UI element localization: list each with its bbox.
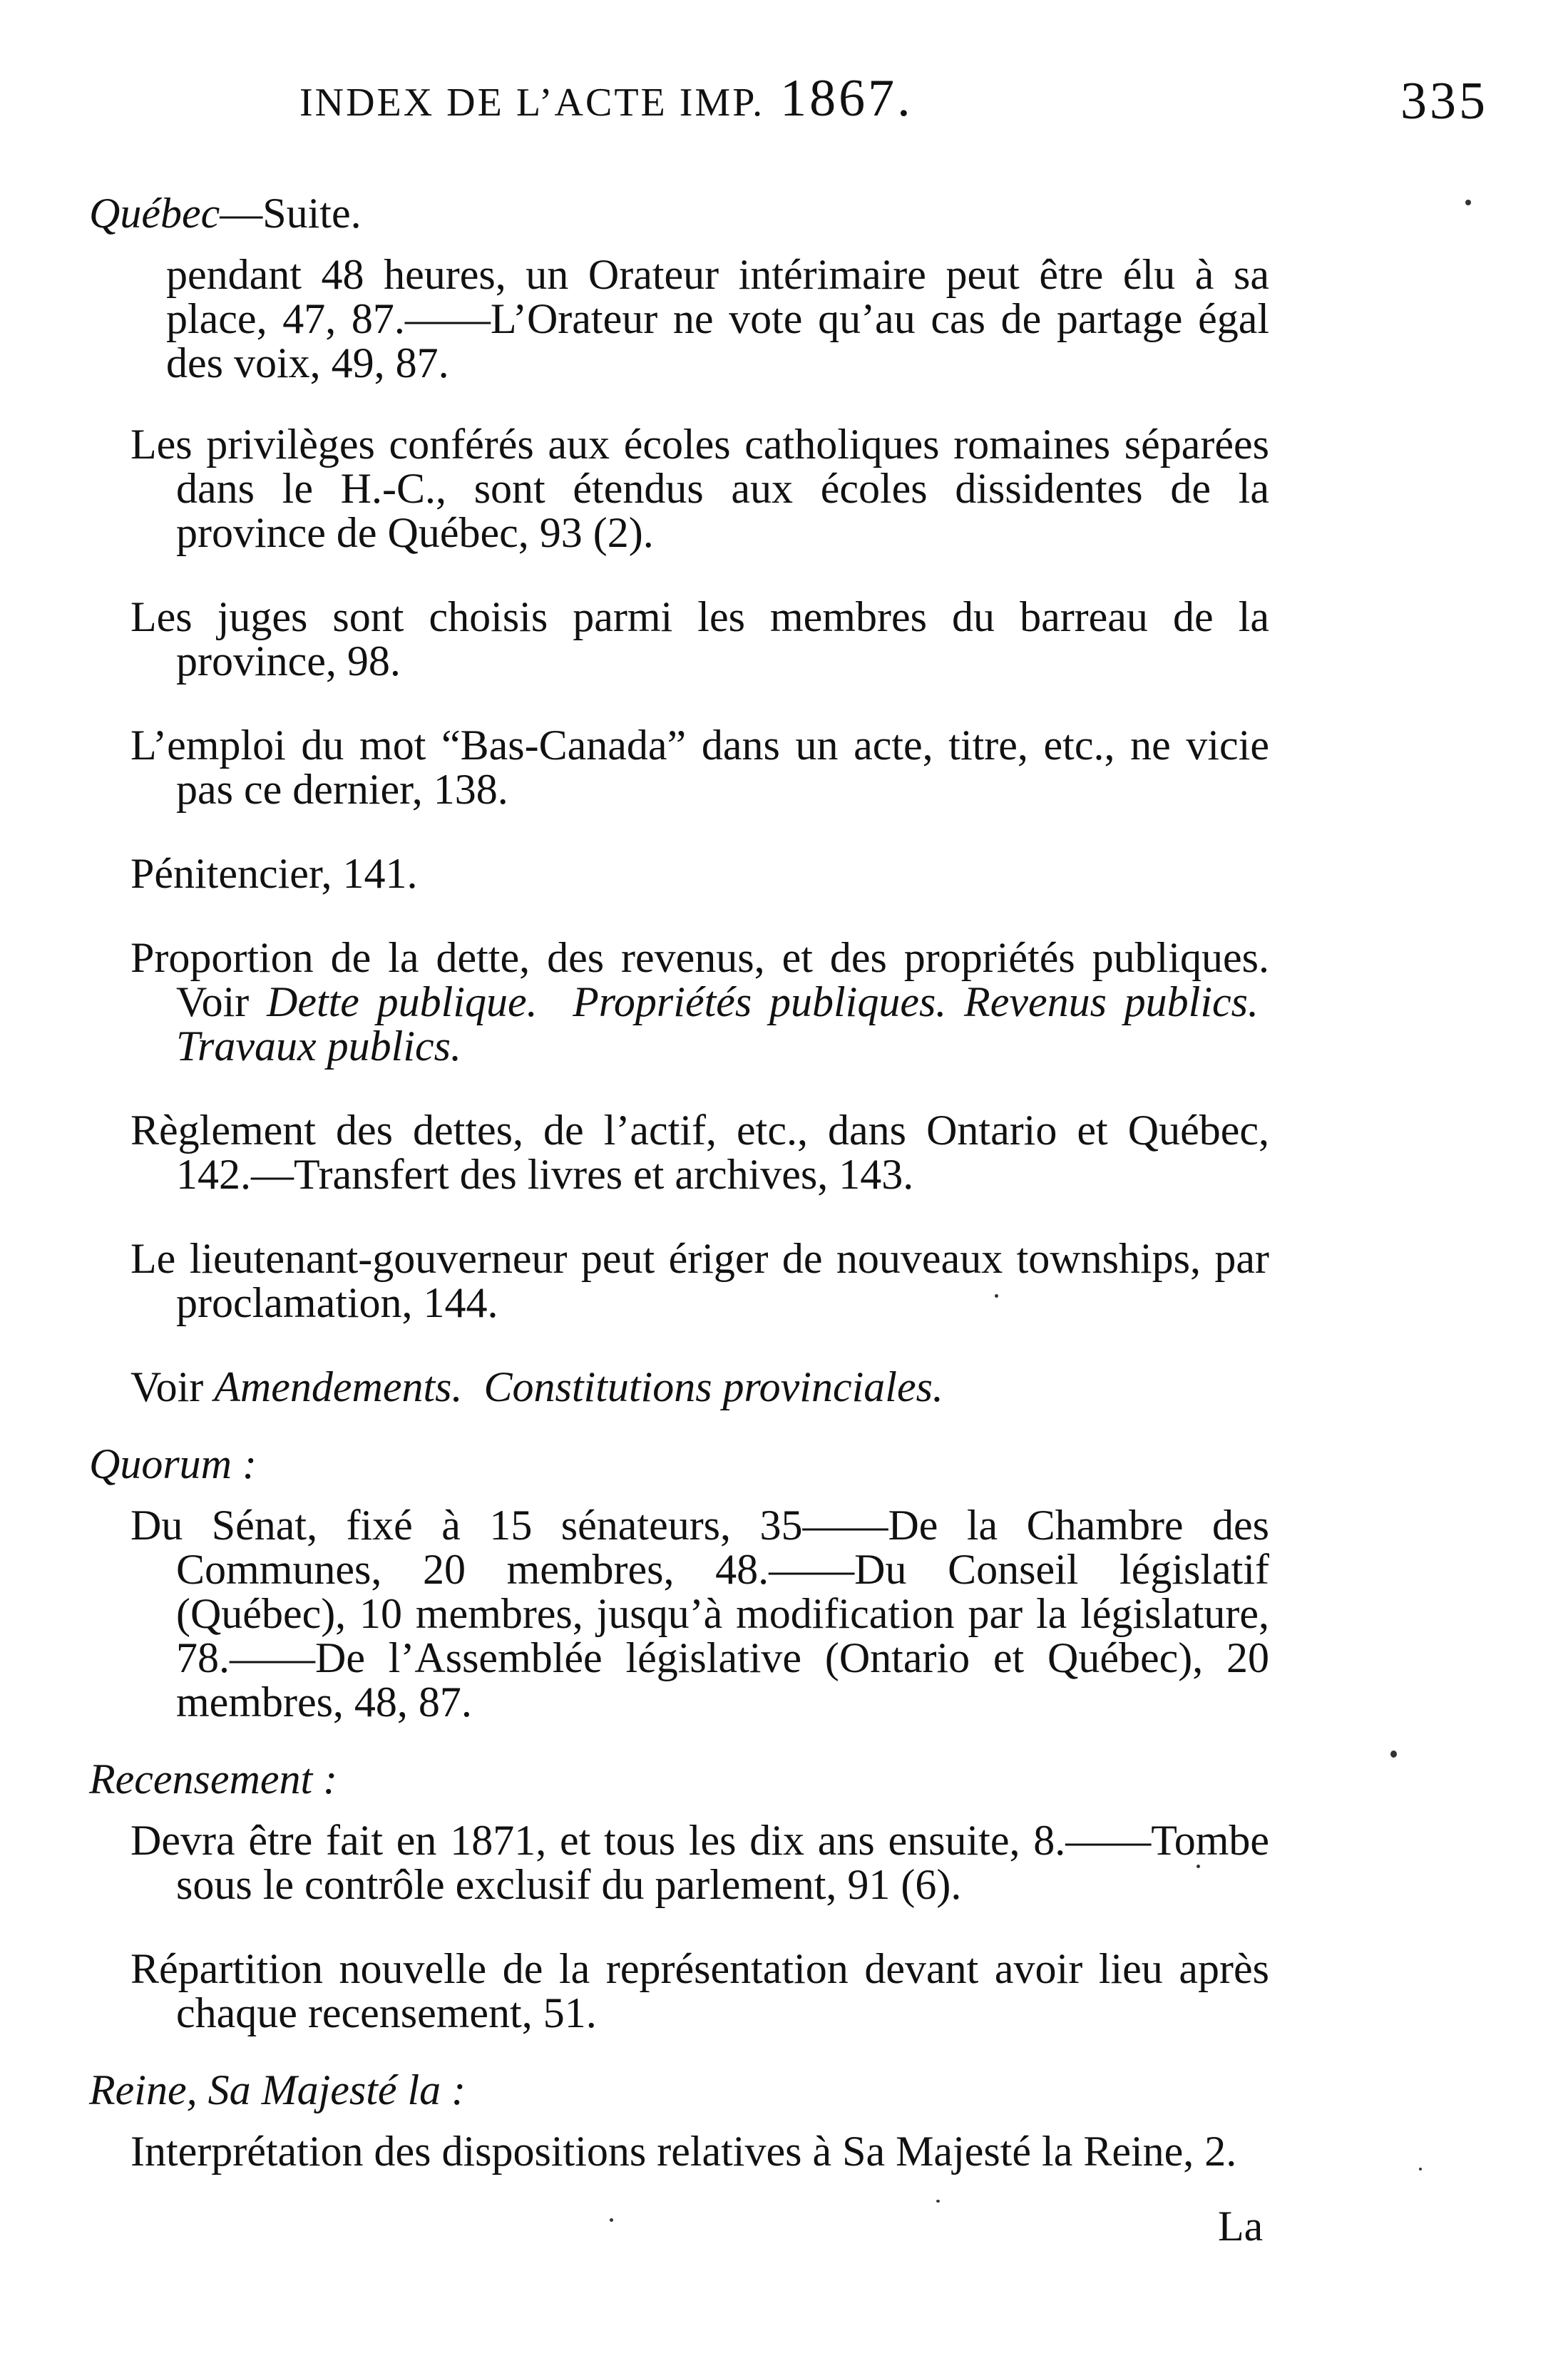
scan-speck (1197, 1865, 1200, 1868)
running-header (299, 68, 913, 129)
ref-proprietes-publiques: Propriétés publiques. (573, 978, 947, 1025)
scan-speck (1419, 2168, 1422, 2170)
quebec-entry-bas-canada: L’emploi du mot “Bas-Canada” dans un acte, titre, etc., ne vicie pas ce dernier, 138. (130, 722, 1269, 813)
recensement-entry-repartition: Répartition nouvelle de la représentation devant avoir lieu après chaque recensement, 51. (130, 1945, 1269, 2036)
ref-dette-publique: Dette publique. (267, 978, 538, 1025)
quebec-entry-juges: Les juges sont choisis parmi les membres du barreau de la province, 98. (130, 593, 1269, 685)
heading-recensement: Recensement : (89, 1756, 338, 1803)
voir-text: Voir (130, 1363, 215, 1410)
heading-quebec (89, 191, 1269, 235)
recensement-entry-1871: Devra être fait en 1871, et tous les dix ans ensuite, 8.——Tombe sous le contrôle exclusif du parlement, 91 (6). (130, 1817, 1269, 1908)
ref-revenus-publics: Revenus publics. (964, 978, 1259, 1025)
quebec-entry-townships: Le lieutenant-gouverneur peut ériger de nouveaux townships, par proclamation, 144. (130, 1235, 1269, 1326)
scan-speck (995, 1294, 998, 1298)
quorum-entry: Du Sénat, fixé à 15 sénateurs, 35——De la Chambre des Communes, 20 membres, 48.——Du Conseil législatif (Québec), 10 membres, jusqu’à modification par la législature, 78.——De l’Assemblée législative (Ontario et Québec), 20 membres, 48, 87. (130, 1502, 1269, 1726)
ref-amendements: Amendements. (214, 1363, 463, 1410)
scan-speck (936, 2200, 940, 2203)
quebec-entry-voir (89, 1365, 1269, 1409)
header-title: INDEX DE L’ACTE IMP. (299, 81, 765, 125)
quebec-entry-ecoles: Les privilèges conférés aux écoles catholiques romaines séparées dans le H.-C., sont étendus aux écoles dissidentes de la province de Québec, 93 (2). (130, 421, 1269, 556)
heading-reine: Reine, Sa Majesté la : (89, 2066, 466, 2113)
ref-travaux-publics: Travaux publics. (176, 1022, 461, 1070)
heading-quorum: Quorum : (89, 1440, 257, 1487)
scan-speck (1390, 1751, 1397, 1758)
scan-speck (1465, 200, 1471, 205)
quebec-entry-penitencier: Pénitencier, 141. (130, 850, 418, 897)
ref-constitutions-provinciales: Constitutions provinciales. (483, 1363, 943, 1410)
reine-entry-interpretation: Interprétation des dispositions relatives à Sa Majesté la Reine, 2. (130, 2128, 1237, 2175)
quebec-entry-proportion (89, 936, 1269, 1068)
heading-quebec-label: Québec (89, 190, 220, 237)
scan-speck (610, 2218, 613, 2222)
proportion-text: Proportion de la dette, des revenus, et des propriétés publiques. Voir (130, 934, 1269, 1025)
heading-quebec-suffix: —Suite. (220, 190, 362, 237)
quebec-continuation: pendant 48 heures, un Orateur intérimaire peut être élu à sa place, 47, 87.——L’Orateur ne vote qu’au cas de partage égal des voix, 49, 87. (166, 251, 1269, 386)
header-year: 1867. (780, 69, 913, 128)
page-number: 335 (1400, 72, 1488, 130)
index-content (89, 191, 1269, 2213)
quebec-entry-reglement: Règlement des dettes, de l’actif, etc., dans Ontario et Québec, 142.—Transfert des livres et archives, 143. (130, 1107, 1269, 1198)
catchword: La (1218, 2203, 1264, 2250)
